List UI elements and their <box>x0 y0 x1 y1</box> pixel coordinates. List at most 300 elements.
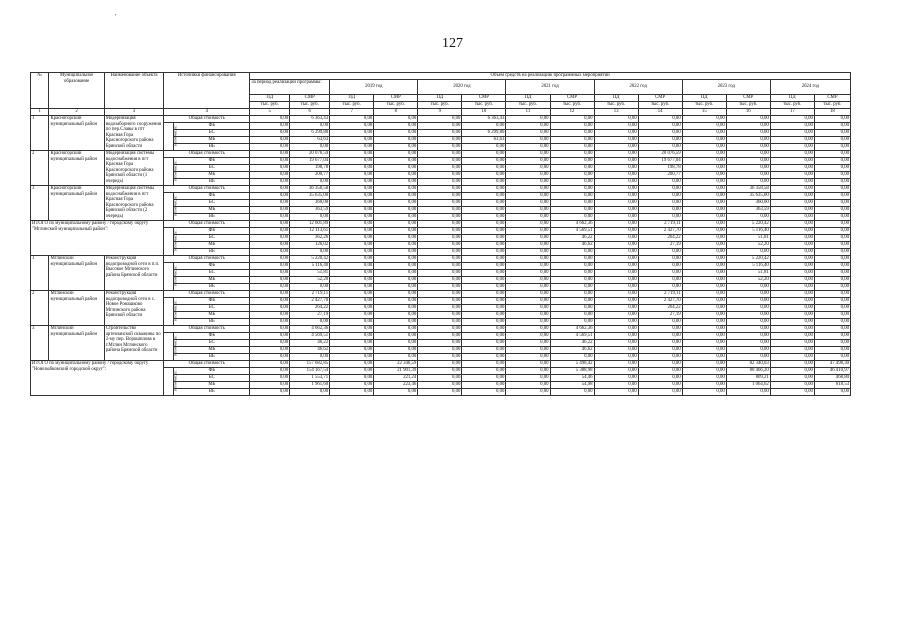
value-cell: 0,00 <box>330 291 374 298</box>
value-cell: 0,00 <box>550 151 594 158</box>
value-cell: 0,00 <box>462 333 506 340</box>
value-cell: 46,22 <box>290 340 330 347</box>
value-cell: 0,00 <box>250 270 290 277</box>
value-cell: 0,00 <box>418 214 462 221</box>
value-cell: 0,00 <box>374 158 418 165</box>
value-cell: 0,00 <box>462 151 506 158</box>
value-cell: 0,00 <box>770 270 814 277</box>
value-cell: 0,00 <box>770 193 814 200</box>
value-cell: 0,00 <box>814 158 850 165</box>
table-row <box>31 291 851 298</box>
row-num: 2 <box>31 291 49 326</box>
value-cell: 0,00 <box>330 123 374 130</box>
value-cell: 0,00 <box>814 228 850 235</box>
header-unit: тыс. руб. <box>330 102 374 109</box>
value-cell: 0,00 <box>374 235 418 242</box>
header-pd: ПД <box>250 95 290 102</box>
value-cell: 198,78 <box>638 165 682 172</box>
source-fb-label: ФБ <box>174 298 250 305</box>
value-cell: 0,00 <box>330 375 374 382</box>
value-cell: 809,21 <box>726 375 770 382</box>
value-cell: 0,00 <box>550 186 594 193</box>
value-cell: 0,00 <box>770 354 814 361</box>
value-cell: 0,00 <box>726 249 770 256</box>
in-that-label <box>164 263 178 291</box>
total-cost-label: Общая стоимость <box>164 116 250 123</box>
value-cell: 0,00 <box>462 165 506 172</box>
financing-table <box>30 72 851 396</box>
value-cell: 0,00 <box>682 130 726 137</box>
value-cell: 0,00 <box>506 305 550 312</box>
in-that-label <box>164 193 178 221</box>
value-cell: 0,00 <box>550 193 594 200</box>
value-cell: 0,00 <box>594 158 638 165</box>
header-colnum: 16 <box>726 109 770 116</box>
value-cell: 0,00 <box>594 389 638 396</box>
value-cell: 0,00 <box>374 186 418 193</box>
value-cell: 0,00 <box>550 270 594 277</box>
value-cell: 0,00 <box>506 137 550 144</box>
value-cell: 0,00 <box>374 347 418 354</box>
value-cell: 0,00 <box>418 305 462 312</box>
value-cell: 0,00 <box>462 340 506 347</box>
value-cell: 0,00 <box>506 235 550 242</box>
value-cell: 0,00 <box>682 277 726 284</box>
source-fb-label: ФБ <box>174 228 250 235</box>
in-that-label <box>164 333 178 361</box>
value-cell: 0,00 <box>250 193 290 200</box>
total-cost-label: Общая стоимость <box>164 291 250 298</box>
value-cell: 0,00 <box>418 130 462 137</box>
value-cell: 36 358,58 <box>726 186 770 193</box>
value-cell: 0,00 <box>506 389 550 396</box>
value-cell: 0,00 <box>770 158 814 165</box>
value-cell: 0,00 <box>462 368 506 375</box>
value-cell: 0,00 <box>726 179 770 186</box>
value-cell: 19 677,04 <box>638 158 682 165</box>
in-that-text: в том числе: <box>172 370 178 392</box>
value-cell: 0,00 <box>506 249 550 256</box>
value-cell: 0,00 <box>290 144 330 151</box>
header-colnum: 2 <box>49 109 104 116</box>
value-cell: 6 363,43 <box>462 116 506 123</box>
value-cell: 0,00 <box>726 165 770 172</box>
table-row <box>31 221 851 228</box>
value-cell: 0,00 <box>550 172 594 179</box>
value-cell: 0,00 <box>330 312 374 319</box>
value-cell: 0,00 <box>682 389 726 396</box>
value-cell: 0,00 <box>594 333 638 340</box>
value-cell: 0,00 <box>330 130 374 137</box>
value-cell: 80 466,20 <box>726 368 770 375</box>
value-cell: 0,00 <box>330 165 374 172</box>
header-unit: тыс. руб. <box>374 102 418 109</box>
value-cell: 157 682,85 <box>290 361 330 368</box>
value-cell: 0,00 <box>726 172 770 179</box>
source-mb-label: МБ <box>174 312 250 319</box>
value-cell: 363,59 <box>290 207 330 214</box>
value-cell: 0,00 <box>594 130 638 137</box>
header-pd: ПД <box>418 95 462 102</box>
value-cell: 0,00 <box>462 172 506 179</box>
value-cell: 0,00 <box>594 207 638 214</box>
value-cell: 0,00 <box>250 228 290 235</box>
value-cell: 0,00 <box>814 284 850 291</box>
value-cell: 0,00 <box>770 263 814 270</box>
value-cell: 0,00 <box>682 207 726 214</box>
in-that-text: в том числе: <box>172 265 178 287</box>
table-row <box>31 326 851 333</box>
source-mb-label: МБ <box>174 382 250 389</box>
value-cell: 0,00 <box>250 172 290 179</box>
value-cell: 0,00 <box>250 319 290 326</box>
total-cost-label: Общая стоимость <box>164 326 250 333</box>
header-colnum: 17 <box>770 109 814 116</box>
header-year-2020: 2020 год <box>418 80 506 95</box>
value-cell: 0,00 <box>418 298 462 305</box>
in-that-text: в том числе: <box>172 160 178 182</box>
value-cell: 0,00 <box>374 228 418 235</box>
value-cell: 0,00 <box>506 263 550 270</box>
value-cell: 0,00 <box>250 186 290 193</box>
value-cell: 362,26 <box>290 235 330 242</box>
value-cell: 0,00 <box>770 249 814 256</box>
header-object: Наименование объекта <box>104 73 163 109</box>
value-cell: 0,00 <box>638 214 682 221</box>
value-cell: 0,00 <box>506 172 550 179</box>
value-cell: 0,00 <box>418 235 462 242</box>
header-year-2019: 2019 год <box>330 80 418 95</box>
header-unit: тыс. руб. <box>726 102 770 109</box>
value-cell: 0,00 <box>594 123 638 130</box>
header-pd: ПД <box>682 95 726 102</box>
value-cell: 0,00 <box>506 298 550 305</box>
value-cell: 0,00 <box>814 270 850 277</box>
value-cell: 0,00 <box>506 312 550 319</box>
value-cell: 82 340,03 <box>726 361 770 368</box>
value-cell: 0,00 <box>462 389 506 396</box>
value-cell: 0,00 <box>594 165 638 172</box>
value-cell: 0,00 <box>770 298 814 305</box>
value-cell: 0,00 <box>462 179 506 186</box>
value-cell: 0,00 <box>550 284 594 291</box>
value-cell: 5 220,42 <box>726 256 770 263</box>
value-cell: 0,00 <box>682 214 726 221</box>
value-cell: 0,00 <box>770 389 814 396</box>
value-cell: 0,00 <box>550 179 594 186</box>
value-cell: 0,00 <box>330 249 374 256</box>
value-cell: 0,00 <box>374 319 418 326</box>
header-unit: тыс. руб. <box>418 102 462 109</box>
value-cell: 0,00 <box>418 221 462 228</box>
value-cell: 0,00 <box>770 333 814 340</box>
value-cell: 0,00 <box>594 291 638 298</box>
value-cell: 0,00 <box>374 305 418 312</box>
table-row <box>31 116 851 123</box>
value-cell: 0,00 <box>726 214 770 221</box>
value-cell: 0,00 <box>330 354 374 361</box>
value-cell: 0,00 <box>418 151 462 158</box>
value-cell: 0,00 <box>814 347 850 354</box>
value-cell: 0,00 <box>506 291 550 298</box>
value-cell: 0,00 <box>418 368 462 375</box>
value-cell: 0,00 <box>726 312 770 319</box>
header-unit: тыс. руб. <box>506 102 550 109</box>
value-cell: 46,22 <box>550 235 594 242</box>
value-cell: 0,00 <box>814 123 850 130</box>
value-cell: 0,00 <box>506 151 550 158</box>
value-cell: 52,20 <box>726 242 770 249</box>
header-unit: тыс. руб. <box>250 102 290 109</box>
value-cell: 0,00 <box>682 249 726 256</box>
value-cell: 0,00 <box>594 214 638 221</box>
value-cell: 0,00 <box>682 158 726 165</box>
value-cell: 0,00 <box>770 312 814 319</box>
value-cell: 0,00 <box>374 116 418 123</box>
value-cell: 0,00 <box>638 368 682 375</box>
value-cell: 0,00 <box>770 235 814 242</box>
value-cell: 0,00 <box>594 228 638 235</box>
source-vb-label: ВБ <box>174 354 250 361</box>
value-cell: 0,00 <box>418 284 462 291</box>
value-cell: 0,00 <box>594 186 638 193</box>
value-cell: 0,00 <box>770 242 814 249</box>
value-cell: 0,00 <box>770 277 814 284</box>
value-cell: 0,00 <box>250 235 290 242</box>
value-cell: 0,00 <box>418 354 462 361</box>
value-cell: 0,00 <box>330 193 374 200</box>
header-unit: тыс. руб. <box>770 102 814 109</box>
value-cell: 0,00 <box>418 375 462 382</box>
value-cell: 2 719,11 <box>638 291 682 298</box>
value-cell: 0,00 <box>726 284 770 291</box>
value-cell: 0,00 <box>290 123 330 130</box>
value-cell: 0,00 <box>638 179 682 186</box>
value-cell: 0,00 <box>770 291 814 298</box>
value-cell: 0,00 <box>418 361 462 368</box>
page-number: 127 <box>442 36 463 51</box>
value-cell: 0,00 <box>250 298 290 305</box>
value-cell: 0,00 <box>374 312 418 319</box>
value-cell: 0,00 <box>330 333 374 340</box>
table-row <box>31 256 851 263</box>
value-cell: 0,00 <box>594 116 638 123</box>
value-cell: 0,00 <box>682 375 726 382</box>
table-row <box>31 151 851 158</box>
value-cell: 0,00 <box>506 326 550 333</box>
value-cell: 0,00 <box>418 123 462 130</box>
value-cell: 0,00 <box>250 116 290 123</box>
value-cell: 0,00 <box>250 165 290 172</box>
value-cell: 0,00 <box>550 116 594 123</box>
value-cell: 0,00 <box>682 312 726 319</box>
value-cell: 0,00 <box>814 207 850 214</box>
value-cell: 0,00 <box>374 214 418 221</box>
value-cell: 0,00 <box>506 123 550 130</box>
value-cell: 0,00 <box>594 375 638 382</box>
value-cell: 2 427,70 <box>290 298 330 305</box>
row-num: 3 <box>31 326 49 361</box>
value-cell: 0,00 <box>594 263 638 270</box>
value-cell: 0,00 <box>250 277 290 284</box>
value-cell: 0,00 <box>638 284 682 291</box>
value-cell: 0,00 <box>770 165 814 172</box>
value-cell: 0,00 <box>638 340 682 347</box>
value-cell: 0,00 <box>374 389 418 396</box>
value-cell: 0,00 <box>814 298 850 305</box>
value-cell: 0,00 <box>290 284 330 291</box>
value-cell: 0,00 <box>374 326 418 333</box>
value-cell: 0,00 <box>726 326 770 333</box>
value-cell: 0,00 <box>682 340 726 347</box>
value-cell: 0,00 <box>462 158 506 165</box>
value-cell: 0,00 <box>682 382 726 389</box>
value-cell: 0,00 <box>594 193 638 200</box>
value-cell: 0,00 <box>374 284 418 291</box>
header-smr: СМР <box>462 95 506 102</box>
value-cell: 0,00 <box>462 249 506 256</box>
value-cell: 0,00 <box>250 214 290 221</box>
value-cell: 0,00 <box>462 305 506 312</box>
value-cell: 0,00 <box>726 116 770 123</box>
value-cell: 0,00 <box>638 375 682 382</box>
source-vb-label: ВБ <box>174 319 250 326</box>
value-cell: 0,00 <box>462 382 506 389</box>
value-cell: 0,00 <box>682 172 726 179</box>
value-cell: 0,00 <box>682 228 726 235</box>
value-cell: 0,00 <box>330 270 374 277</box>
header-colnum: 7 <box>330 109 374 116</box>
value-cell: 0,00 <box>726 354 770 361</box>
value-cell: 0,00 <box>330 298 374 305</box>
value-cell: 0,00 <box>638 326 682 333</box>
header-colnum: 14 <box>638 109 682 116</box>
value-cell: 0,00 <box>594 284 638 291</box>
value-cell: 0,00 <box>506 179 550 186</box>
value-cell: 0,00 <box>594 200 638 207</box>
value-cell: 0,00 <box>330 207 374 214</box>
header-num: № <box>31 73 49 109</box>
value-cell: 46,22 <box>550 340 594 347</box>
value-cell: 0,00 <box>726 158 770 165</box>
value-cell: 0,00 <box>594 172 638 179</box>
value-cell: 0,00 <box>814 144 850 151</box>
value-cell: 0,00 <box>250 263 290 270</box>
value-cell: 0,00 <box>638 277 682 284</box>
value-cell: 0,00 <box>682 361 726 368</box>
value-cell: 0,00 <box>250 354 290 361</box>
value-cell: 0,00 <box>638 347 682 354</box>
header-pd: ПД <box>770 95 814 102</box>
value-cell: 0,00 <box>418 347 462 354</box>
value-cell: 221,24 <box>374 375 418 382</box>
value-cell: 0,00 <box>374 270 418 277</box>
header-pd: ПД <box>594 95 638 102</box>
value-cell: 0,00 <box>290 354 330 361</box>
value-cell: 0,00 <box>462 221 506 228</box>
value-cell: 0,00 <box>638 354 682 361</box>
header-year-2023: 2023 год <box>682 80 770 95</box>
value-cell: 0,00 <box>550 298 594 305</box>
source-bs-label: БС <box>174 270 250 277</box>
header-colnum: 10 <box>462 109 506 116</box>
value-cell: 0,00 <box>682 298 726 305</box>
value-cell: 0,00 <box>638 116 682 123</box>
value-cell: 19 677,04 <box>290 158 330 165</box>
value-cell: 0,00 <box>462 144 506 151</box>
value-cell: 0,00 <box>506 382 550 389</box>
row-municipality: Мглинский муниципальный район <box>49 326 104 361</box>
value-cell: 0,00 <box>550 200 594 207</box>
total-title: ИТОГО по муниципальному району / городскому округу "Новозыбковский городской округ": <box>31 361 164 396</box>
header-colnum: 15 <box>682 109 726 116</box>
value-cell: 0,00 <box>770 137 814 144</box>
value-cell: 0,00 <box>594 312 638 319</box>
value-cell: 0,00 <box>814 130 850 137</box>
source-fb-label: ФБ <box>174 193 250 200</box>
value-cell: 0,00 <box>550 165 594 172</box>
value-cell: 0,00 <box>506 333 550 340</box>
value-cell: 0,00 <box>814 319 850 326</box>
value-cell: 126,02 <box>290 242 330 249</box>
source-vb-label: ВБ <box>174 144 250 151</box>
header-volume: Объем средств на реализацию программных мероприятий <box>250 73 851 80</box>
row-object: Строительство артезианской скважины по 2-му пер. Ворошилова в г.Мглин Мглинского района Брянской области <box>104 326 163 361</box>
value-cell: 0,00 <box>374 200 418 207</box>
value-cell: 0,00 <box>506 116 550 123</box>
value-cell: 0,00 <box>250 368 290 375</box>
value-cell: 52,20 <box>290 277 330 284</box>
value-cell: 0,00 <box>462 214 506 221</box>
value-cell: 0,00 <box>682 305 726 312</box>
value-cell: 6 363,43 <box>290 116 330 123</box>
total-cost-label: Общая стоимость <box>164 186 250 193</box>
value-cell: 0,00 <box>550 137 594 144</box>
value-cell: 51,81 <box>726 235 770 242</box>
value-cell: 0,00 <box>814 193 850 200</box>
value-cell: 0,00 <box>374 277 418 284</box>
source-vb-label: ВБ <box>174 284 250 291</box>
value-cell: 0,00 <box>550 158 594 165</box>
in-that-label <box>164 123 178 151</box>
value-cell: 0,00 <box>770 200 814 207</box>
header-colnum: 11 <box>506 109 550 116</box>
value-cell: 0,00 <box>682 137 726 144</box>
value-cell: 0,00 <box>814 256 850 263</box>
total-title: ИТОГО по муниципальному району / городскому округу "Мглинский муниципальный район": <box>31 221 164 256</box>
value-cell: 12 113,61 <box>290 228 330 235</box>
value-cell: 54,98 <box>550 382 594 389</box>
value-cell: 0,00 <box>290 319 330 326</box>
value-cell: 0,00 <box>638 130 682 137</box>
value-cell: 0,00 <box>638 263 682 270</box>
value-cell: 360,00 <box>290 200 330 207</box>
value-cell: 200,77 <box>290 172 330 179</box>
header-colnum: 5 <box>250 109 290 116</box>
value-cell: 0,00 <box>418 291 462 298</box>
value-cell: 63,63 <box>462 137 506 144</box>
value-cell: 0,00 <box>814 249 850 256</box>
value-cell: 0,00 <box>814 326 850 333</box>
value-cell: 6 299,80 <box>462 130 506 137</box>
value-cell: 0,00 <box>374 144 418 151</box>
row-num: 1 <box>31 116 49 151</box>
value-cell: 0,00 <box>418 389 462 396</box>
value-cell: 0,00 <box>682 333 726 340</box>
value-cell: 0,00 <box>506 284 550 291</box>
value-cell: 0,00 <box>638 207 682 214</box>
value-cell: 0,00 <box>374 172 418 179</box>
